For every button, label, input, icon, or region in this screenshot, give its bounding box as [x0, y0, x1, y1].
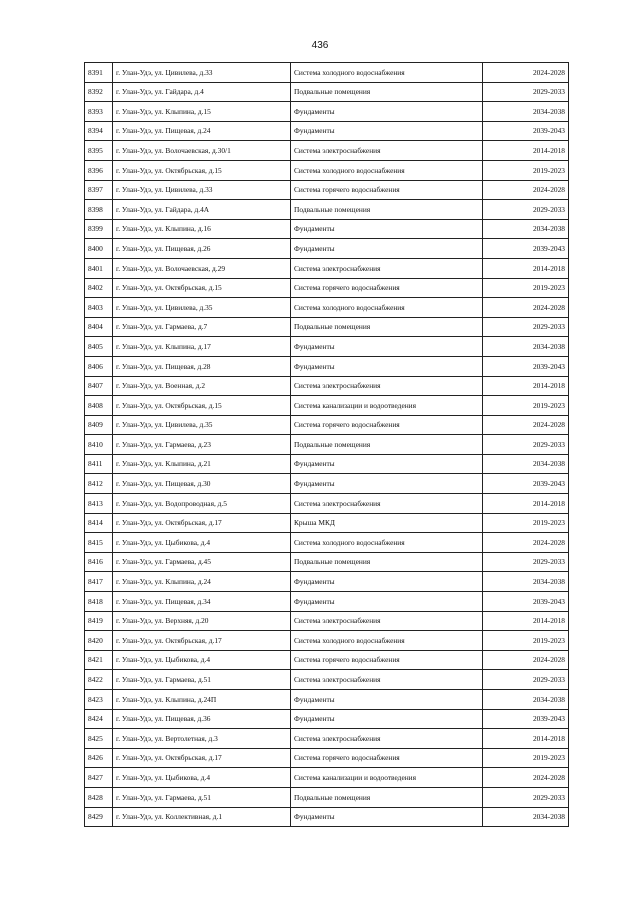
cell-row-number: 8424: [85, 709, 113, 729]
table-row: [85, 298, 569, 318]
cell-address: г. Улан-Удэ, ул. Цивилева, д.33: [113, 63, 291, 83]
table-row: [85, 552, 569, 572]
cell-address: г. Улан-Удэ, ул. Цыбикова, д.4: [113, 768, 291, 788]
cell-system: Фундаменты: [291, 219, 483, 239]
cell-address: г. Улан-Удэ, ул. Октябрьская, д.17: [113, 748, 291, 768]
cell-period: 2029-2033: [483, 200, 569, 220]
table-row: [85, 807, 569, 827]
cell-system: Фундаменты: [291, 807, 483, 827]
cell-address: г. Улан-Удэ, ул. Цыбикова, д.4: [113, 533, 291, 553]
table-body: [85, 63, 569, 827]
cell-address: г. Улан-Удэ, ул. Гармаева, д.45: [113, 552, 291, 572]
cell-period: 2034-2038: [483, 690, 569, 710]
cell-system: Подвальные помещения: [291, 82, 483, 102]
cell-address: г. Улан-Удэ, ул. Цивилева, д.35: [113, 298, 291, 318]
cell-system: Фундаменты: [291, 592, 483, 612]
cell-row-number: 8402: [85, 278, 113, 298]
cell-period: 2024-2028: [483, 533, 569, 553]
table-row: [85, 258, 569, 278]
cell-period: 2014-2018: [483, 494, 569, 514]
cell-row-number: 8404: [85, 317, 113, 337]
table-row: [85, 572, 569, 592]
cell-row-number: 8407: [85, 376, 113, 396]
table-row: [85, 435, 569, 455]
table-row: [85, 768, 569, 788]
table-row: [85, 356, 569, 376]
cell-system: Система электроснабжения: [291, 258, 483, 278]
cell-address: г. Улан-Удэ, ул. Пищевая, д.34: [113, 592, 291, 612]
cell-system: Подвальные помещения: [291, 787, 483, 807]
cell-row-number: 8413: [85, 494, 113, 514]
cell-row-number: 8396: [85, 160, 113, 180]
cell-system: Система горячего водоснабжения: [291, 650, 483, 670]
cell-row-number: 8411: [85, 454, 113, 474]
cell-address: г. Улан-Удэ, ул. Пищевая, д.24: [113, 121, 291, 141]
cell-row-number: 8427: [85, 768, 113, 788]
cell-system: Система холодного водоснабжения: [291, 533, 483, 553]
cell-address: г. Улан-Удэ, ул. Гармаева, д.51: [113, 670, 291, 690]
cell-period: 2024-2028: [483, 298, 569, 318]
table-row: [85, 415, 569, 435]
cell-system: Система горячего водоснабжения: [291, 278, 483, 298]
cell-period: 2019-2023: [483, 748, 569, 768]
cell-period: 2039-2043: [483, 474, 569, 494]
cell-row-number: 8399: [85, 219, 113, 239]
cell-row-number: 8420: [85, 631, 113, 651]
cell-system: Система горячего водоснабжения: [291, 748, 483, 768]
cell-period: 2034-2038: [483, 454, 569, 474]
cell-row-number: 8416: [85, 552, 113, 572]
cell-address: г. Улан-Удэ, ул. Октябрьская, д.17: [113, 513, 291, 533]
cell-system: Система электроснабжения: [291, 376, 483, 396]
cell-period: 2029-2033: [483, 317, 569, 337]
table-row: [85, 141, 569, 161]
page-number: 436: [311, 40, 329, 51]
cell-period: 2019-2023: [483, 631, 569, 651]
cell-address: г. Улан-Удэ, ул. Волочаевская, д.29: [113, 258, 291, 278]
cell-row-number: 8393: [85, 102, 113, 122]
cell-row-number: 8397: [85, 180, 113, 200]
cell-system: Система электроснабжения: [291, 611, 483, 631]
table-row: [85, 180, 569, 200]
cell-period: 2024-2028: [483, 63, 569, 83]
cell-address: г. Улан-Удэ, ул. Гармаева, д.51: [113, 787, 291, 807]
table-row: [85, 121, 569, 141]
cell-address: г. Улан-Удэ, ул. Пищевая, д.30: [113, 474, 291, 494]
cell-system: Система горячего водоснабжения: [291, 180, 483, 200]
cell-period: 2019-2023: [483, 278, 569, 298]
table-row: [85, 533, 569, 553]
cell-address: г. Улан-Удэ, ул. Октябрьская, д.15: [113, 396, 291, 416]
cell-system: Фундаменты: [291, 690, 483, 710]
cell-address: г. Улан-Удэ, ул. Гармаева, д.23: [113, 435, 291, 455]
cell-period: 2014-2018: [483, 376, 569, 396]
cell-system: Система электроснабжения: [291, 141, 483, 161]
table-row: [85, 650, 569, 670]
cell-period: 2039-2043: [483, 121, 569, 141]
cell-period: 2024-2028: [483, 650, 569, 670]
cell-row-number: 8417: [85, 572, 113, 592]
cell-period: 2034-2038: [483, 337, 569, 357]
cell-row-number: 8403: [85, 298, 113, 318]
cell-system: Фундаменты: [291, 239, 483, 259]
cell-system: Система электроснабжения: [291, 494, 483, 514]
table-row: [85, 631, 569, 651]
cell-system: Система холодного водоснабжения: [291, 631, 483, 651]
cell-row-number: 8398: [85, 200, 113, 220]
table-row: [85, 709, 569, 729]
table-row: [85, 160, 569, 180]
cell-period: 2039-2043: [483, 356, 569, 376]
table-row: [85, 494, 569, 514]
cell-row-number: 8392: [85, 82, 113, 102]
cell-address: г. Улан-Удэ, ул. Пищевая, д.28: [113, 356, 291, 376]
cell-row-number: 8410: [85, 435, 113, 455]
cell-row-number: 8401: [85, 258, 113, 278]
cell-row-number: 8418: [85, 592, 113, 612]
cell-system: Фундаменты: [291, 121, 483, 141]
table-row: [85, 690, 569, 710]
cell-address: г. Улан-Удэ, ул. Октябрьская, д.15: [113, 160, 291, 180]
cell-address: г. Улан-Удэ, ул. Октябрьская, д.15: [113, 278, 291, 298]
cell-address: г. Улан-Удэ, ул. Клыпина, д.21: [113, 454, 291, 474]
cell-address: г. Улан-Удэ, ул. Октябрьская, д.17: [113, 631, 291, 651]
table-row: [85, 376, 569, 396]
cell-row-number: 8391: [85, 63, 113, 83]
cell-system: Фундаменты: [291, 102, 483, 122]
table-row: [85, 513, 569, 533]
cell-system: Система холодного водоснабжения: [291, 160, 483, 180]
cell-row-number: 8419: [85, 611, 113, 631]
cell-row-number: 8426: [85, 748, 113, 768]
cell-period: 2039-2043: [483, 592, 569, 612]
cell-address: г. Улан-Удэ, ул. Клыпина, д.17: [113, 337, 291, 357]
cell-period: 2024-2028: [483, 180, 569, 200]
cell-period: 2034-2038: [483, 572, 569, 592]
cell-address: г. Улан-Удэ, ул. Цивилева, д.35: [113, 415, 291, 435]
cell-system: Система холодного водоснабжения: [291, 63, 483, 83]
cell-system: Фундаменты: [291, 709, 483, 729]
cell-row-number: 8429: [85, 807, 113, 827]
cell-system: Система электроснабжения: [291, 729, 483, 749]
cell-period: 2034-2038: [483, 219, 569, 239]
cell-period: 2014-2018: [483, 258, 569, 278]
table-row: [85, 474, 569, 494]
table-row: [85, 337, 569, 357]
table-row: [85, 219, 569, 239]
cell-period: 2014-2018: [483, 611, 569, 631]
cell-address: г. Улан-Удэ, ул. Гармаева, д.7: [113, 317, 291, 337]
cell-period: 2034-2038: [483, 807, 569, 827]
cell-row-number: 8415: [85, 533, 113, 553]
cell-address: г. Улан-Удэ, ул. Клыпина, д.24: [113, 572, 291, 592]
cell-row-number: 8414: [85, 513, 113, 533]
cell-address: г. Улан-Удэ, ул. Пищевая, д.26: [113, 239, 291, 259]
table-row: [85, 63, 569, 83]
cell-system: Крыша МКД: [291, 513, 483, 533]
cell-system: Фундаменты: [291, 572, 483, 592]
cell-period: 2014-2018: [483, 729, 569, 749]
cell-address: г. Улан-Удэ, ул. Клыпина, д.16: [113, 219, 291, 239]
cell-system: Подвальные помещения: [291, 317, 483, 337]
table-row: [85, 748, 569, 768]
cell-address: г. Улан-Удэ, ул. Коллективная, д.1: [113, 807, 291, 827]
cell-period: 2014-2018: [483, 141, 569, 161]
table-row: [85, 317, 569, 337]
cell-period: 2029-2033: [483, 552, 569, 572]
cell-system: Система канализации и водоотведения: [291, 768, 483, 788]
table-row: [85, 396, 569, 416]
table-row: [85, 102, 569, 122]
cell-address: г. Улан-Удэ, ул. Пищевая, д.36: [113, 709, 291, 729]
cell-period: 2034-2038: [483, 102, 569, 122]
cell-period: 2019-2023: [483, 396, 569, 416]
cell-address: г. Улан-Удэ, ул. Верхняя, д.20: [113, 611, 291, 631]
cell-system: Система канализации и водоотведения: [291, 396, 483, 416]
table-row: [85, 611, 569, 631]
cell-row-number: 8422: [85, 670, 113, 690]
cell-system: Фундаменты: [291, 474, 483, 494]
cell-row-number: 8395: [85, 141, 113, 161]
cell-address: г. Улан-Удэ, ул. Цивилева, д.33: [113, 180, 291, 200]
cell-period: 2019-2023: [483, 513, 569, 533]
cell-system: Система холодного водоснабжения: [291, 298, 483, 318]
cell-period: 2029-2033: [483, 82, 569, 102]
cell-row-number: 8425: [85, 729, 113, 749]
cell-period: 2039-2043: [483, 709, 569, 729]
cell-row-number: 8412: [85, 474, 113, 494]
table-row: [85, 729, 569, 749]
cell-address: г. Улан-Удэ, ул. Гайдара, д.4А: [113, 200, 291, 220]
cell-address: г. Улан-Удэ, ул. Цыбикова, д.4: [113, 650, 291, 670]
cell-period: 2024-2028: [483, 768, 569, 788]
cell-row-number: 8394: [85, 121, 113, 141]
cell-system: Подвальные помещения: [291, 200, 483, 220]
cell-period: 2019-2023: [483, 160, 569, 180]
cell-address: г. Улан-Удэ, ул. Клыпина, д.24П: [113, 690, 291, 710]
table-row: [85, 239, 569, 259]
cell-period: 2024-2028: [483, 415, 569, 435]
cell-row-number: 8400: [85, 239, 113, 259]
cell-period: 2039-2043: [483, 239, 569, 259]
table-row: [85, 200, 569, 220]
cell-row-number: 8409: [85, 415, 113, 435]
cell-system: Подвальные помещения: [291, 435, 483, 455]
cell-address: г. Улан-Удэ, ул. Водопроводная, д.5: [113, 494, 291, 514]
cell-address: г. Улан-Удэ, ул. Клыпина, д.15: [113, 102, 291, 122]
cell-address: г. Улан-Удэ, ул. Волочаевская, д.30/1: [113, 141, 291, 161]
cell-period: 2029-2033: [483, 435, 569, 455]
cell-address: г. Улан-Удэ, ул. Военная, д.2: [113, 376, 291, 396]
cell-row-number: 8423: [85, 690, 113, 710]
cell-row-number: 8408: [85, 396, 113, 416]
cell-system: Фундаменты: [291, 337, 483, 357]
table-row: [85, 592, 569, 612]
table-row: [85, 82, 569, 102]
cell-address: г. Улан-Удэ, ул. Гайдара, д.4: [113, 82, 291, 102]
table-row: [85, 670, 569, 690]
table-row: [85, 454, 569, 474]
cell-period: 2029-2033: [483, 787, 569, 807]
cell-system: Система горячего водоснабжения: [291, 415, 483, 435]
cell-row-number: 8405: [85, 337, 113, 357]
table-row: [85, 278, 569, 298]
cell-system: Система электроснабжения: [291, 670, 483, 690]
cell-row-number: 8421: [85, 650, 113, 670]
table-row: [85, 787, 569, 807]
cell-period: 2029-2033: [483, 670, 569, 690]
repair-schedule-table: [84, 62, 569, 827]
cell-address: г. Улан-Удэ, ул. Вертолетная, д.3: [113, 729, 291, 749]
cell-row-number: 8428: [85, 787, 113, 807]
cell-system: Фундаменты: [291, 356, 483, 376]
cell-system: Фундаменты: [291, 454, 483, 474]
cell-row-number: 8406: [85, 356, 113, 376]
cell-system: Подвальные помещения: [291, 552, 483, 572]
